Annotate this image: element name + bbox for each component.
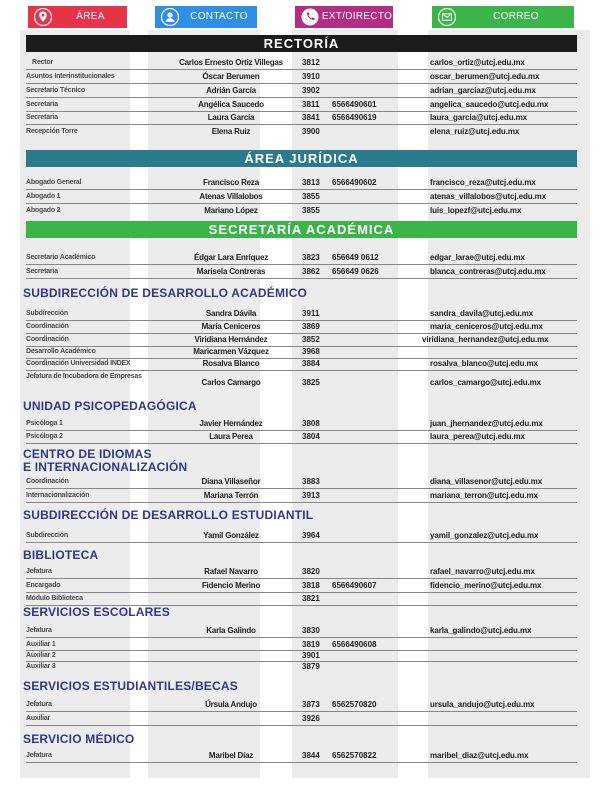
- table-row: [26, 651, 577, 662]
- direct-phone: 6566490608: [332, 640, 377, 649]
- extension: 3830: [302, 626, 320, 635]
- section-header-rectoria: RECTORÍA: [26, 35, 577, 52]
- email-link[interactable]: yamil_gonzalez@utcj.edu.mx: [430, 531, 539, 540]
- contact-name: Viridiana Hernández: [194, 335, 268, 344]
- legend-label: CORREO: [493, 11, 539, 22]
- email-link[interactable]: luis_lopezf@utcj.edu.mx: [430, 206, 522, 215]
- mail-icon: [438, 8, 456, 26]
- table-row: [26, 191, 577, 204]
- extension: 3862: [302, 267, 320, 276]
- direct-phone: 6566490602: [332, 178, 377, 187]
- email-link[interactable]: edgar_larae@utcj.edu.mx: [430, 253, 525, 262]
- email-link[interactable]: mariana_terron@utcj.edu.mx: [430, 491, 538, 500]
- table-row: [26, 580, 577, 593]
- legend-contact: [155, 6, 257, 28]
- email-link[interactable]: fidencio_merino@utcj.edu.mx: [430, 581, 542, 590]
- extension: 3818: [302, 581, 320, 590]
- table-row: [26, 490, 577, 503]
- direct-phone: 656649 0626: [332, 267, 379, 276]
- extension: 3968: [302, 347, 320, 356]
- role: Internacionalización: [26, 492, 90, 499]
- table-row: [26, 476, 577, 489]
- table-row: [26, 418, 577, 431]
- section-header-juridica: ÁREA JURÍDICA: [26, 150, 577, 167]
- role: Jefatura: [26, 752, 52, 759]
- contact-name: Carlos Camargo: [201, 378, 261, 387]
- contact-name: Rosalva Blanco: [202, 359, 260, 368]
- email-link[interactable]: diana_villasenor@utcj.edu.mx: [430, 477, 543, 486]
- contact-name: María Ceniceros: [201, 322, 261, 331]
- role: Auxiliar 3: [26, 663, 56, 670]
- table-row: [26, 177, 577, 190]
- direct-phone: 6562570820: [332, 700, 377, 709]
- contact-name: Karla Galindo: [206, 626, 256, 635]
- extension: 3844: [302, 751, 320, 760]
- email-link[interactable]: oscar_berumen@utcj.edu.mx: [430, 72, 540, 81]
- extension: 3926: [302, 714, 320, 723]
- table-row: [26, 371, 577, 391]
- role: Auxiliar: [26, 715, 51, 722]
- role: Psicóloga 1: [26, 420, 63, 427]
- table-row: [26, 126, 577, 138]
- contact-name: Úrsula Andujo: [205, 700, 257, 709]
- contact-name: Laura García: [207, 113, 255, 122]
- extension: 3879: [302, 662, 320, 671]
- table-row: [26, 699, 577, 712]
- extension: 3913: [302, 491, 320, 500]
- extension: 3841: [302, 113, 320, 122]
- email-link[interactable]: angelica_saucedo@utcj.edu.mx: [430, 100, 549, 109]
- subheading-escolares: SERVICIOS ESCOLARES: [23, 605, 170, 619]
- subheading-medico: SERVICIO MÉDICO: [23, 732, 135, 746]
- role: Secretario Académico: [26, 254, 96, 261]
- extension: 3804: [302, 432, 320, 441]
- direct-phone: 6566490619: [332, 113, 377, 122]
- email-link[interactable]: laura_perea@utcj.edu.mx: [430, 432, 525, 441]
- contact-name: Fidencio Merino: [201, 581, 261, 590]
- subheading-idiomas: CENTRO DE IDIOMAS: [23, 447, 152, 461]
- email-link[interactable]: carlos_camargo@utcj.edu.mx: [430, 378, 542, 387]
- extension: 3819: [302, 640, 320, 649]
- email-link[interactable]: sandra_davila@utcj.edu.mx: [430, 309, 534, 318]
- extension: 3808: [302, 419, 320, 428]
- contact-name: Adrián García: [206, 86, 256, 95]
- contact-name: Sandra Dávila: [205, 309, 257, 318]
- email-link[interactable]: rosalva_blanco@utcj.edu.mx: [430, 359, 538, 368]
- email-link[interactable]: laura_garcia@utcj.edu.mx: [430, 113, 527, 122]
- table-row: [26, 625, 577, 638]
- extension: 3911: [302, 309, 320, 318]
- table-row: [26, 358, 577, 371]
- table-row: [26, 750, 577, 763]
- role: Secretario Técnico: [26, 87, 86, 94]
- role: Coordinación: [26, 323, 69, 330]
- role: Subdirección: [26, 532, 68, 539]
- extension: 3900: [302, 127, 320, 136]
- extension: 3823: [302, 253, 320, 262]
- extension: 3825: [302, 378, 320, 387]
- table-row: [26, 112, 577, 125]
- role: Rector: [32, 59, 53, 66]
- role: Jefatura: [26, 627, 52, 634]
- extension: 3884: [302, 359, 320, 368]
- user-icon: [161, 8, 179, 26]
- role: Auxiliar 2: [26, 652, 56, 659]
- subheading-desarrollo-academico: SUBDIRECCIÓN DE DESARROLLO ACADÉMICO: [23, 286, 308, 300]
- legend-label: CONTACTO: [190, 11, 248, 22]
- direct-phone: 656649 0612: [332, 253, 379, 262]
- legend-email: [432, 6, 574, 28]
- contact-name: Atenas Villalobos: [199, 192, 263, 201]
- direct-phone: 6566490601: [332, 100, 377, 109]
- location-pin-icon: [34, 8, 52, 26]
- table-row: [26, 205, 577, 217]
- email-link[interactable]: adrian_garciaz@utcj.edu.mx: [430, 86, 536, 95]
- email-link[interactable]: atenas_villalobos@utcj.edu.mx: [430, 192, 547, 201]
- legend-ext: [295, 6, 393, 28]
- contact-name: Elena Ruiz: [211, 127, 251, 136]
- table-row: [26, 308, 577, 321]
- role: Secretaria: [26, 114, 58, 121]
- extension: 3852: [302, 335, 320, 344]
- extension: 3873: [302, 700, 320, 709]
- extension: 3883: [302, 477, 320, 486]
- role: Secretaria: [26, 101, 58, 108]
- email-link[interactable]: carlos_ortiz@utcj.edu.mx: [430, 58, 525, 67]
- contact-name: Marisela Contreras: [196, 267, 266, 276]
- role: Coordinación Universidad INDEX: [26, 360, 131, 367]
- role: Auxiliar 1: [26, 641, 56, 648]
- contact-name: Laura Perea: [209, 432, 253, 441]
- contact-name: Maribel Díaz: [208, 751, 254, 760]
- direct-phone: 6562570822: [332, 751, 377, 760]
- extension: 3901: [302, 651, 320, 660]
- role: Jefatura: [26, 701, 52, 708]
- table-row: [26, 252, 577, 265]
- extension: 3855: [302, 206, 320, 215]
- role: Abogado 2: [26, 207, 61, 214]
- role: Psicóloga 2: [26, 433, 63, 440]
- extension: 3869: [302, 322, 320, 331]
- role: Asuntos Interinstitucionales: [26, 73, 115, 80]
- legend-label: EXT/DIRECTO: [321, 11, 393, 22]
- role: Encargado: [26, 582, 61, 589]
- table-row: [26, 99, 577, 112]
- email-link[interactable]: ursula_andujo@utcj.edu.mx: [430, 700, 535, 709]
- role: Coordinación: [26, 336, 69, 343]
- contact-name: Rafael Navarro: [204, 567, 258, 576]
- table-row: [26, 57, 577, 70]
- email-link[interactable]: viridiana_hernandez@utcj.edu.mx: [422, 335, 549, 344]
- email-link[interactable]: maribel_diaz@utcj.edu.mx: [430, 751, 529, 760]
- role: Jefatura de Incubadora de Empresas: [26, 373, 142, 380]
- table-row: [26, 566, 577, 579]
- email-link[interactable]: francisco_reza@utcj.edu.mx: [430, 178, 536, 187]
- phone-icon: [301, 8, 319, 26]
- contact-name: Yamil González: [203, 531, 259, 540]
- extension: 3811: [302, 100, 320, 109]
- contact-name: Diana Villaseñor: [201, 477, 261, 486]
- role: Abogado General: [26, 179, 82, 186]
- extension: 3820: [302, 567, 320, 576]
- table-row: [26, 431, 577, 444]
- table-row: [26, 321, 577, 334]
- table-row: [26, 662, 577, 672]
- extension: 3812: [302, 58, 320, 67]
- email-link[interactable]: karla_galindo@utcj.edu.mx: [430, 626, 532, 635]
- contact-name: Francisco Reza: [203, 178, 259, 187]
- table-row: [26, 85, 577, 98]
- legend-label: ÁREA: [76, 11, 105, 22]
- role: Coordinación: [26, 478, 69, 485]
- email-link[interactable]: elena_ruiz@utcj.edu.mx: [430, 127, 520, 136]
- role: Desarrollo Académico: [26, 348, 96, 355]
- subheading-idiomas-line2: E INTERNACIONALIZACIÓN: [23, 460, 188, 474]
- extension: 3910: [302, 72, 320, 81]
- direct-phone: 6566490607: [332, 581, 377, 590]
- role: Subdirección: [26, 310, 68, 317]
- contact-name: Mariana Terrón: [203, 491, 259, 500]
- extension: 3964: [302, 531, 320, 540]
- table-row: [26, 640, 577, 651]
- email-link[interactable]: juan_jhernandez@utcj.edu.mx: [430, 419, 543, 428]
- table-row: [26, 266, 577, 279]
- legend-area: [28, 6, 127, 28]
- subheading-estudiantiles: SERVICIOS ESTUDIANTILES/BECAS: [23, 679, 238, 693]
- contact-name: Édgar Lara Enríquez: [194, 253, 268, 262]
- table-row: [26, 530, 577, 543]
- extension: 3855: [302, 192, 320, 201]
- role: Abogado 1: [26, 193, 61, 200]
- email-link[interactable]: blanca_contreras@utcj.edu.mx: [430, 267, 546, 276]
- table-row: [26, 713, 577, 726]
- contact-name: Óscar Berumen: [202, 72, 260, 81]
- subheading-biblioteca: BIBLIOTECA: [23, 548, 99, 562]
- extension: 3821: [302, 594, 320, 603]
- contact-name: Mariano López: [204, 206, 258, 215]
- extension: 3813: [302, 178, 320, 187]
- contact-name: Maricarmen Vázquez: [193, 347, 269, 356]
- role: Secretaria: [26, 268, 58, 275]
- role: Recepción Torre: [26, 128, 78, 135]
- role: Módulo Biblioteca: [26, 595, 83, 602]
- subheading-psicopedagogica: UNIDAD PSICOPEDAGÓGICA: [23, 399, 197, 413]
- extension: 3902: [302, 86, 320, 95]
- role: Jefatura: [26, 568, 52, 575]
- contact-name: Javier Hernández: [199, 419, 263, 428]
- table-row: [26, 71, 577, 84]
- email-link[interactable]: maria_ceniceros@utcj.edu.mx: [430, 322, 543, 331]
- contact-name: Carlos Ernesto Ortiz Villegas: [179, 58, 283, 67]
- subheading-desarrollo-estudiantil: SUBDIRECCIÓN DE DESARROLLO ESTUDIANTIL: [23, 508, 314, 522]
- email-link[interactable]: rafael_navarro@utcj.edu.mx: [430, 567, 535, 576]
- section-header-academica: SECRETARÍA ACADÉMICA: [26, 221, 577, 238]
- contact-name: Angélica Saucedo: [198, 100, 264, 109]
